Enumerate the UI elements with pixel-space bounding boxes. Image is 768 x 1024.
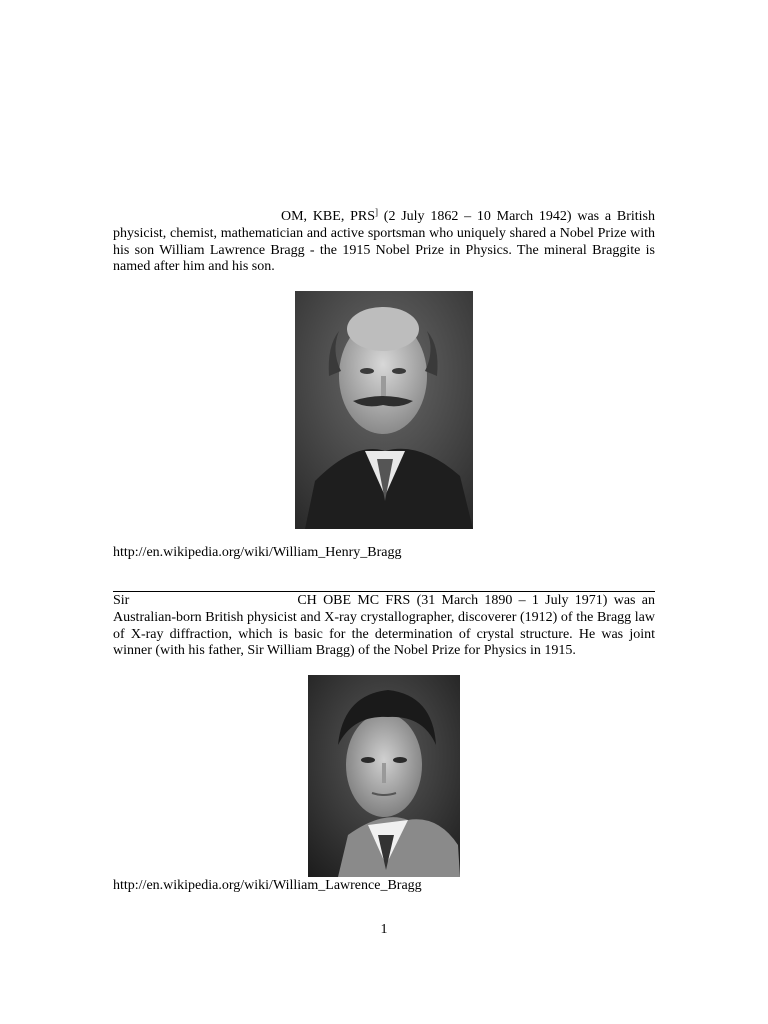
page-number: 1 bbox=[380, 922, 388, 937]
bio-2-prefix: Sir bbox=[113, 593, 130, 608]
portrait-photo-icon bbox=[308, 675, 460, 877]
portrait-photo-2 bbox=[308, 675, 460, 877]
bio-paragraph-1 bbox=[113, 209, 655, 276]
portrait-photo-1 bbox=[295, 291, 473, 529]
horizontal-rule bbox=[113, 591, 655, 592]
bio-2-text: CH OBE MC FRS (31 March 1890 – 1 July 1971) was an Australian-born British physicist and X-ray crystallographer, discoverer (1912) of the Bragg law of X-ray diffraction, which is basic for the determination of crystal structure. He was joint winner (with his father, Sir William Bragg) of the Nobel Prize for Physics in 1915. bbox=[113, 593, 655, 659]
source-url-1[interactable]: http://en.wikipedia.org/wiki/William_Henry_Bragg bbox=[113, 545, 402, 560]
bio-1-text: (2 July 1862 – 10 March 1942) was a British physicist, chemist, mathematician and active sportsman who uniquely shared a Nobel Prize with his son William Lawrence Bragg - the 1915 Nobel Prize in Physics. The mineral Braggite is named after him and his son. bbox=[113, 209, 656, 275]
bio-1-footnote-mark: ] bbox=[375, 207, 379, 217]
source-url-2[interactable]: http://en.wikipedia.org/wiki/William_Lawrence_Bragg bbox=[113, 878, 422, 893]
bio-1-titles: OM, KBE, PRS bbox=[281, 209, 376, 224]
portrait-photo-icon bbox=[295, 291, 473, 529]
bio-paragraph-2 bbox=[113, 593, 655, 660]
